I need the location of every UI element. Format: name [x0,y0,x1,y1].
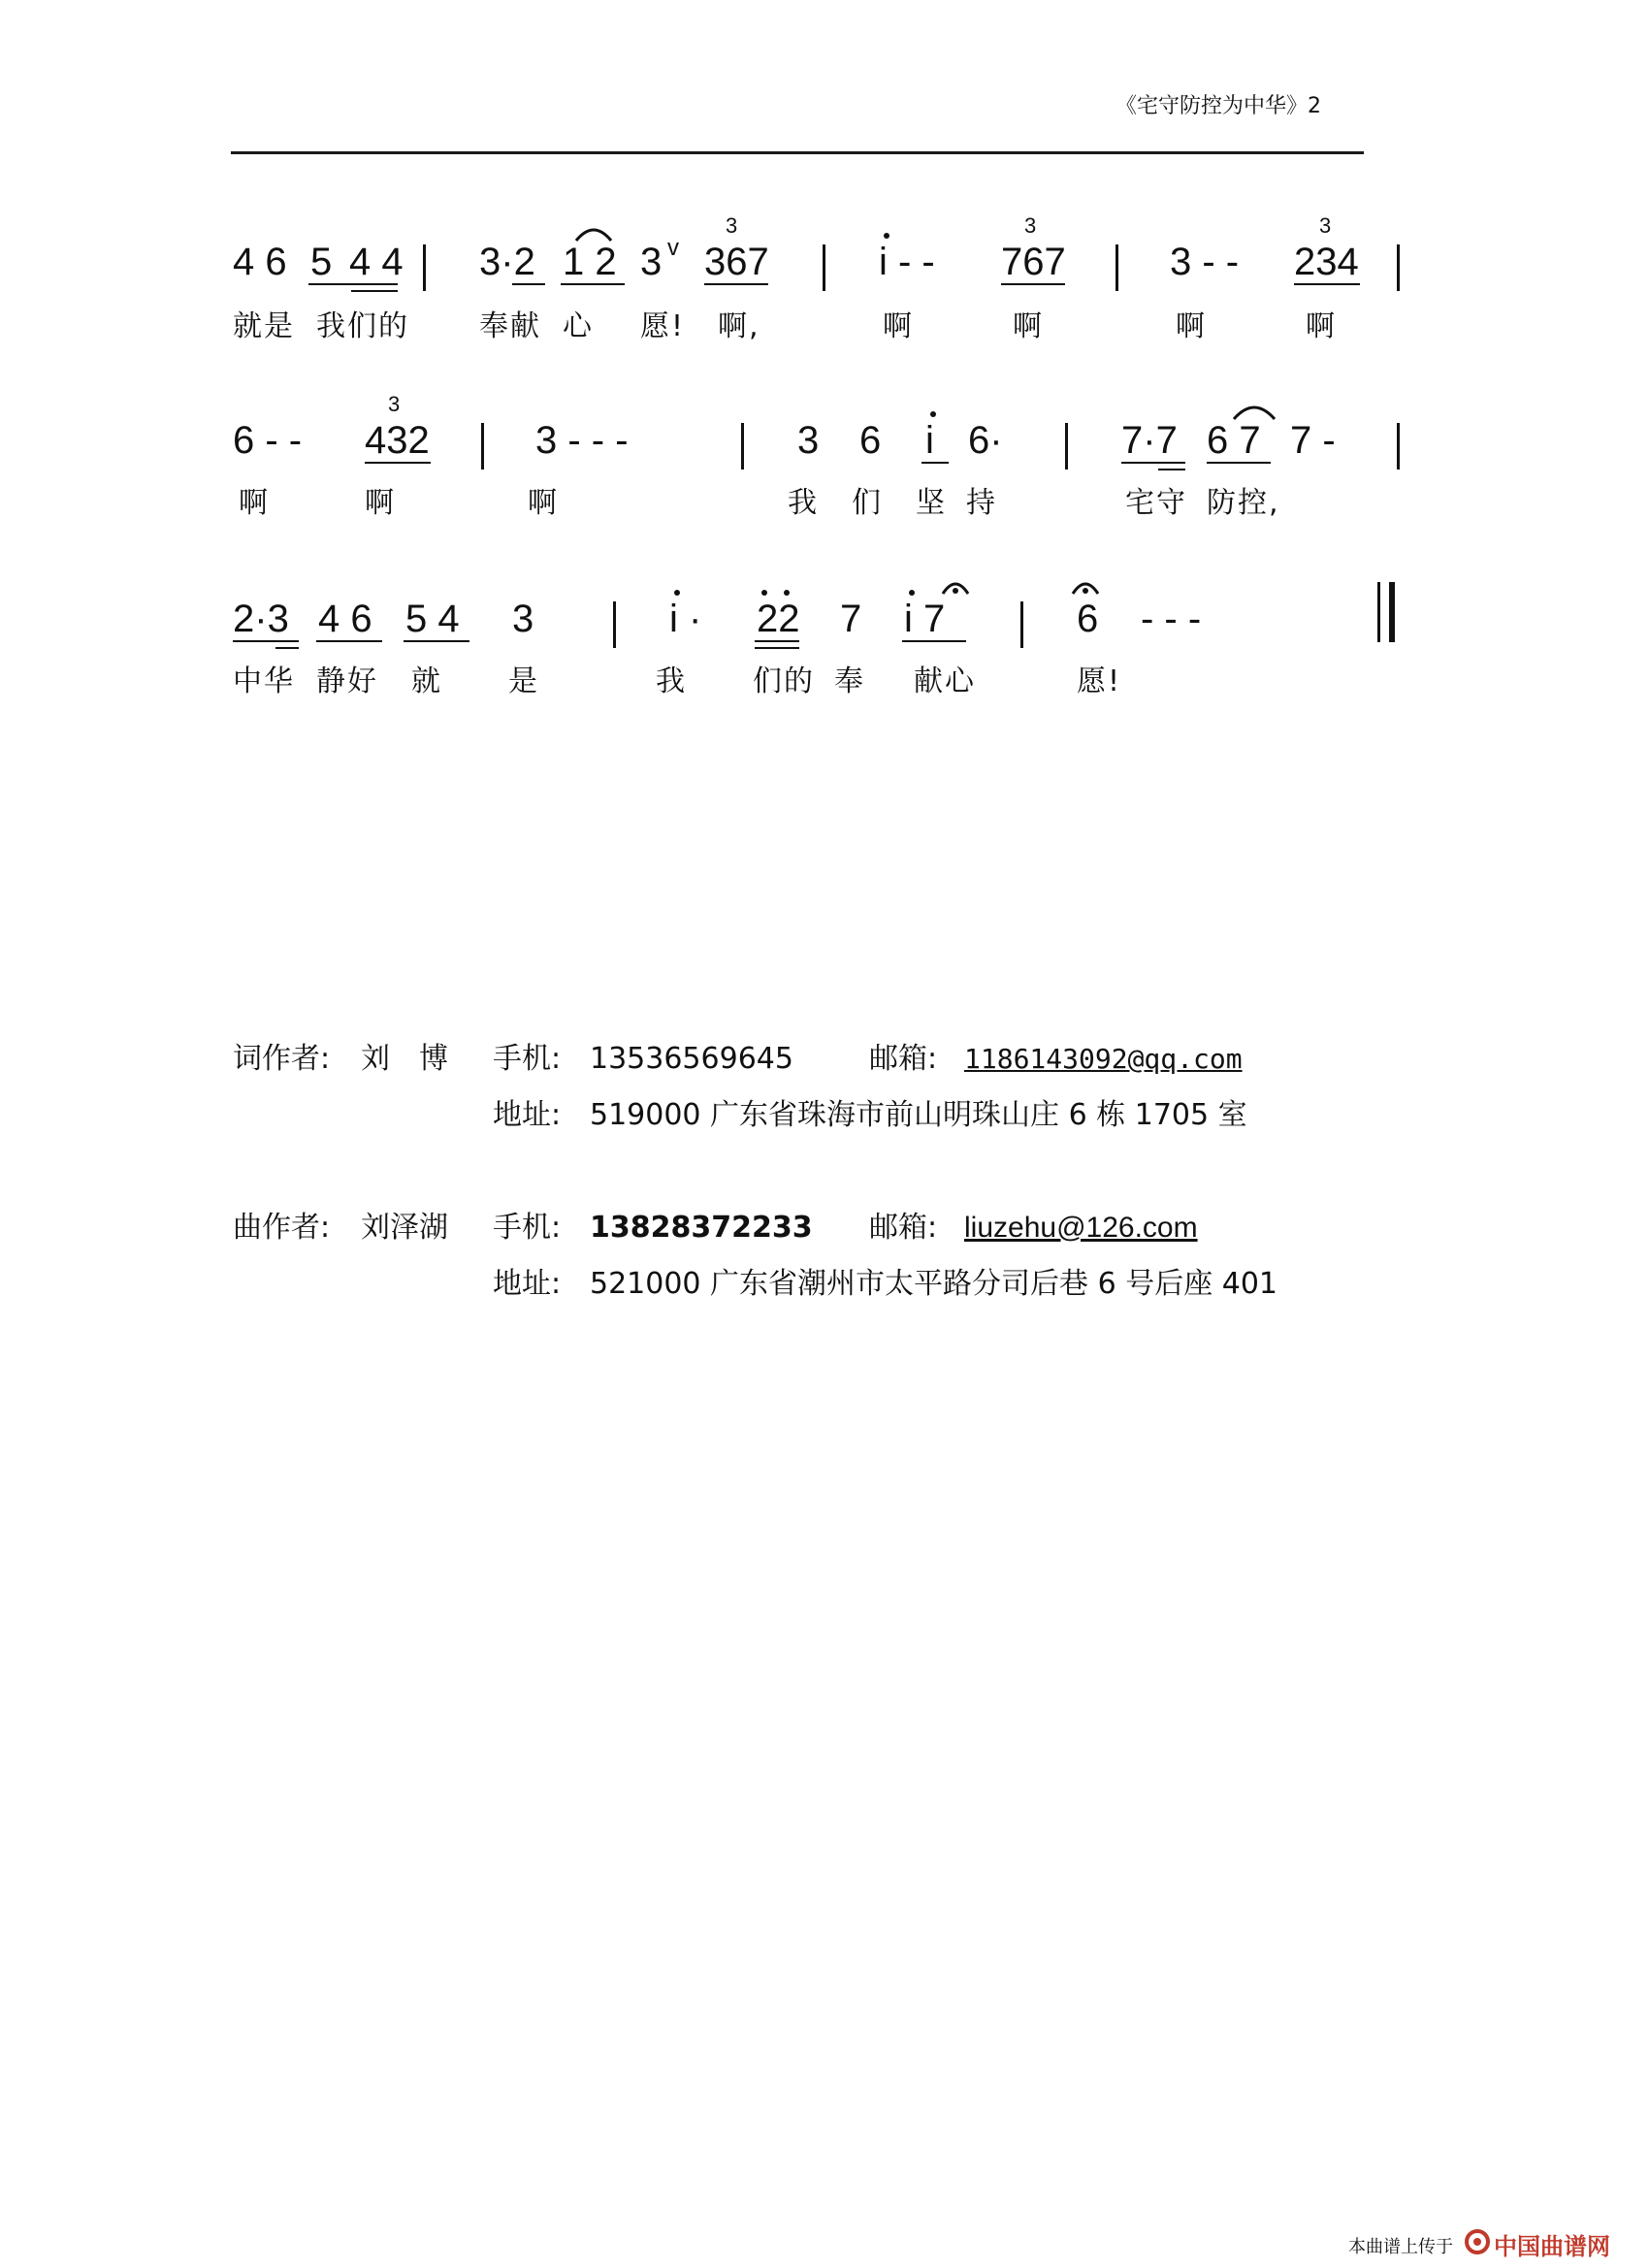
lyric: 防控, [1207,486,1280,520]
bar-line [481,423,484,470]
lyric: 心 [563,309,594,343]
underline [351,290,398,292]
underline [704,283,768,285]
lyric: 啊 [365,486,396,520]
note-group: 4 6 [318,598,372,640]
note-group: 6 [859,419,882,462]
lyric: 啊 [528,486,559,520]
high-octave-dot [930,411,936,417]
footer-site-link[interactable]: 中国曲谱网 [1494,2232,1610,2260]
triplet-mark: 3 [726,213,738,238]
note-group: i · [669,598,702,640]
site-logo-icon [1463,2227,1492,2256]
high-octave-dot [674,590,680,596]
lyric: 是 [508,664,539,698]
lyric: 奉 [834,664,865,698]
underline [1121,462,1185,464]
triplet-mark: 3 [1024,213,1037,238]
bar-line [1116,244,1118,291]
bar-line [1397,423,1400,470]
lyricist-name: 刘 博 [361,1042,448,1076]
lyric: 啊 [239,486,270,520]
note-group: 3 [640,241,663,283]
lyricist-address-label: 地址: [493,1098,562,1132]
slur-mark [1232,398,1277,421]
lyric: 啊 [1176,309,1207,343]
slur-mark [574,221,613,243]
underline [755,640,799,642]
underline [755,647,799,649]
lyric: 啊 [1306,309,1337,343]
fermata-icon [941,576,970,598]
lyric: 就 [411,664,442,698]
underline [1294,283,1360,285]
note-group: 4 4 [349,241,404,283]
note-group: 2·3 [233,598,289,640]
footer-upload-text: 本曲谱上传于 [1348,2237,1453,2257]
composer-phone-label: 手机: [493,1211,562,1245]
note-group: 6 7 [1207,419,1261,462]
note-group: i [925,419,934,462]
note-group: 432 [365,419,430,462]
lyric: 愿! [640,309,686,343]
final-bar-thick [1389,582,1395,642]
underline [233,640,299,642]
note-group: - - - [1141,598,1202,640]
note-group: 1 2 [563,241,617,283]
lyricist-address: 519000 广东省珠海市前山明珠山庄 6 栋 1705 室 [590,1098,1247,1132]
note-group: 234 [1294,241,1359,283]
lyric: 我们的 [316,309,409,343]
composer-email-label: 邮箱: [869,1211,938,1245]
triplet-mark: 3 [388,392,401,416]
note-group: 5 [310,241,333,283]
bar-line [1397,244,1400,291]
composer-email-link[interactable]: liuzehu@126.com [964,1212,1198,1244]
high-octave-dot [909,590,915,596]
bar-line [1065,423,1068,470]
lyric: 啊 [883,309,914,343]
note-group: 367 [704,241,769,283]
bar-line [741,423,744,470]
lyric: 啊 [1013,309,1044,343]
lyric: 愿! [1077,664,1122,698]
bar-line [1020,601,1023,648]
bar-line [423,244,426,291]
page-header-title: 《宅守防控为中华》2 [1116,94,1321,118]
triplet-mark: 3 [1319,213,1332,238]
lyric: 宅守 [1125,486,1187,520]
note-group: i - - [879,241,935,283]
underline [1001,283,1065,285]
lyric: 们 [852,486,883,520]
underline [404,640,469,642]
note-group: 3 [512,598,534,640]
final-bar-thin [1377,582,1380,642]
lyricist-email-label: 邮箱: [869,1042,938,1076]
note-group: 6· [968,419,1003,462]
underline [561,283,625,285]
note-group: 7 - [1290,419,1336,462]
lyric: 们的 [753,664,815,698]
lyric: 就是 [233,309,295,343]
underline [902,640,966,642]
note-group: 7·7 [1121,419,1178,462]
note-group: 3 [797,419,820,462]
underline [512,283,545,285]
note-group: 767 [1001,241,1066,283]
underline [1158,469,1185,470]
lyric: 啊, [718,309,760,343]
lyric: 我 [656,664,687,698]
underline [1207,462,1271,464]
composer-address-label: 地址: [493,1267,562,1301]
lyricist-email-link[interactable]: 1186143092@qq.com [964,1043,1243,1075]
note-group: i 7 [904,598,946,640]
note-group: 3·2 [479,241,535,283]
underline [922,462,949,464]
note-group: 4 6 [233,241,287,283]
lyric: 持 [966,486,997,520]
high-octave-dot [884,233,889,239]
lyric: 静好 [316,664,378,698]
header-rule [231,151,1364,154]
note-group: 3 - - [1170,241,1240,283]
note-group: 6 - - [233,419,303,462]
breath-mark: v [667,235,679,261]
fermata-icon [1071,576,1100,598]
underline [365,462,431,464]
note-group: 3 - - - [535,419,629,462]
underline [316,640,382,642]
composer-phone: 13828372233 [590,1211,813,1245]
note-group: 5 4 [405,598,460,640]
lyric: 我 [788,486,819,520]
composer-address: 521000 广东省潮州市太平路分司后巷 6 号后座 401 [590,1267,1278,1301]
note-group: 22 [757,598,800,640]
lyric: 中华 [233,664,295,698]
lyric: 奉献 [479,309,541,343]
high-octave-dot [784,590,790,596]
lyric: 坚 [916,486,947,520]
high-octave-dot [761,590,767,596]
lyricist-phone-label: 手机: [493,1042,562,1076]
lyricist-role: 词作者: [233,1042,331,1076]
lyricist-phone: 13536569645 [590,1042,793,1076]
underline [308,283,398,285]
note-group: 7 [840,598,862,640]
lyric: 献心 [914,664,976,698]
bar-line [613,601,616,648]
bar-line [823,244,825,291]
composer-name: 刘泽湖 [361,1211,448,1245]
note-group: 6 [1077,598,1099,640]
composer-role: 曲作者: [233,1211,331,1245]
underline [275,647,299,649]
